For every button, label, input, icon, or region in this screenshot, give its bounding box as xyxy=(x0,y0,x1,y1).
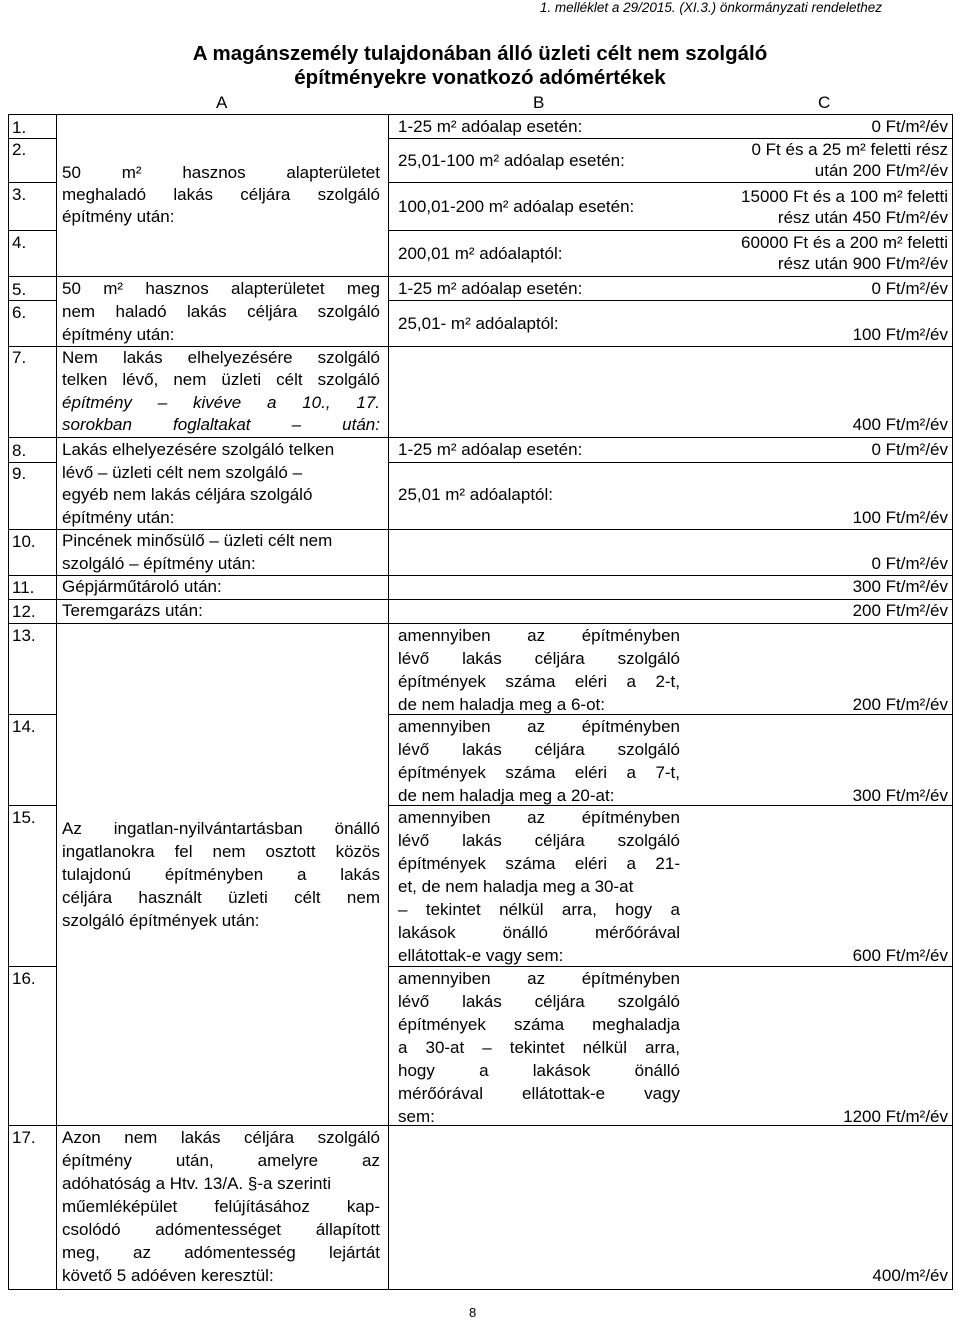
row12-description: Teremgarázs után: xyxy=(62,601,203,620)
group4-description-line: tulajdonú építményben a lakás xyxy=(62,865,380,884)
number-column-rule xyxy=(56,114,57,1290)
row-number: 10. xyxy=(12,532,36,551)
row14-condition-line: de nem haladja meg a 20-at: xyxy=(398,786,615,805)
row-rule xyxy=(388,182,953,183)
row17-description-line: műemléképület felújításához kap- xyxy=(62,1197,380,1216)
row-number: 9. xyxy=(12,464,27,483)
row-number: 13. xyxy=(12,626,36,645)
group1-description-line: 50 m² hasznos alapterületet xyxy=(62,163,380,182)
group3-description-line: építmény után: xyxy=(62,508,175,527)
row16-condition-line: hogy a lakások önálló xyxy=(398,1061,680,1080)
group1-description-line: építmény után: xyxy=(62,207,175,226)
page-subtitle: építményekre vonatkozó adómértékek xyxy=(294,66,666,89)
row-number: 11. xyxy=(12,578,35,597)
row10-description-line: szolgáló – építmény után: xyxy=(62,554,256,573)
page-number: 8 xyxy=(469,1305,477,1320)
row-number: 3. xyxy=(12,185,27,204)
rate-value: 100 Ft/m²/év xyxy=(852,325,948,344)
row15-condition-line: lakások önálló mérőórával xyxy=(398,923,680,942)
rate-value: után 200 Ft/m²/év xyxy=(814,161,948,180)
row17-description-line: meg, az adómentesség lejártát xyxy=(62,1243,380,1262)
table-bottom-rule xyxy=(8,1289,953,1290)
row16-condition-line: lévő lakás céljára szolgáló xyxy=(398,992,680,1011)
row15-condition-line: lévő lakás céljára szolgáló xyxy=(398,831,680,850)
rate-condition: 100,01-200 m² adóalap esetén: xyxy=(398,197,635,216)
row7-description-line: építmény – kivéve a 10., 17. xyxy=(62,393,380,412)
row-number: 14. xyxy=(12,717,36,736)
row15-condition-line: amennyiben az építményben xyxy=(398,808,680,827)
row15-condition-line: – tekintet nélkül arra, hogy a xyxy=(398,900,680,919)
group3-description-line: egyéb nem lakás céljára szolgáló xyxy=(62,485,313,504)
row16-condition-line: építmények száma meghaladja xyxy=(398,1015,680,1034)
rate-value: 300 Ft/m²/év xyxy=(852,577,948,596)
row7-description-line: sorokban foglaltakat – után: xyxy=(62,415,380,434)
row17-description-line: Azon nem lakás céljára szolgáló xyxy=(62,1128,380,1147)
row-number: 15. xyxy=(12,808,36,827)
row7-description-line: Nem lakás elhelyezésére szolgáló xyxy=(62,348,380,367)
rate-value: 0 Ft/m²/év xyxy=(871,117,948,136)
rate-condition: 1-25 m² adóalap esetén: xyxy=(398,440,583,459)
row-rule xyxy=(8,276,953,277)
row-rule xyxy=(8,437,953,438)
table-top-rule xyxy=(8,114,953,115)
table-right-rule xyxy=(952,114,953,1290)
rate-value: 0 Ft és a 25 m² feletti rész xyxy=(751,140,948,159)
row13-condition-line: amennyiben az építményben xyxy=(398,626,680,645)
rate-condition: 25,01- m² adóalaptól: xyxy=(398,314,559,333)
row-rule xyxy=(388,230,953,231)
row-rule xyxy=(8,805,56,806)
rate-value: 600 Ft/m²/év xyxy=(852,946,948,965)
row-number: 4. xyxy=(12,233,27,252)
column-header-a: A xyxy=(216,93,228,112)
group2-description-line: építmény után: xyxy=(62,325,175,344)
rate-value: rész után 900 Ft/m²/év xyxy=(777,254,948,273)
row-number: 2. xyxy=(12,140,27,159)
row17-description-line: adóhatóság a Htv. 13/A. §-a szerinti xyxy=(62,1174,332,1193)
group1-description-line: meghaladó lakás céljára szolgáló xyxy=(62,185,380,204)
row15-condition-line: et, de nem haladja meg a 30-at xyxy=(398,877,634,896)
header-reference: 1. melléklet a 29/2015. (XI.3.) önkormányzati rendelethez xyxy=(539,0,882,15)
rate-condition: 25,01 m² adóalaptól: xyxy=(398,485,553,504)
row14-condition-line: lévő lakás céljára szolgáló xyxy=(398,740,680,759)
row-number: 6. xyxy=(12,303,27,322)
rate-value: 300 Ft/m²/év xyxy=(852,786,948,805)
row-number: 7. xyxy=(12,348,27,367)
row13-condition-line: építmények száma eléri a 2-t, xyxy=(398,672,680,691)
row16-condition-line: mérőórával ellátottak-e vagy xyxy=(398,1084,680,1103)
row-rule xyxy=(8,1125,953,1126)
row-rule xyxy=(8,230,56,231)
rate-condition: 1-25 m² adóalap esetén: xyxy=(398,117,583,136)
group3-description-line: lévő – üzleti célt nem szolgáló – xyxy=(62,463,303,482)
rate-value: 400/m²/év xyxy=(872,1266,948,1285)
row17-description-line: építmény után, amelyre az xyxy=(62,1151,380,1170)
row17-description-line: követő 5 adóéven keresztül: xyxy=(62,1266,274,1285)
rate-condition: 1-25 m² adóalap esetén: xyxy=(398,279,583,298)
row14-condition-line: amennyiben az építményben xyxy=(398,717,680,736)
row11-description: Gépjárműtároló után: xyxy=(62,577,222,596)
row14-condition-line: építmények száma eléri a 7-t, xyxy=(398,763,680,782)
row-rule xyxy=(8,714,56,715)
row-rule xyxy=(388,462,953,463)
row-number: 5. xyxy=(12,280,27,299)
rate-condition: 200,01 m² adóalaptól: xyxy=(398,244,563,263)
row13-condition-line: lévő lakás céljára szolgáló xyxy=(398,649,680,668)
column-header-b: B xyxy=(533,93,545,112)
row10-description-line: Pincének minősülő – üzleti célt nem xyxy=(62,531,333,550)
table-left-rule xyxy=(8,114,9,1290)
rate-value: 1200 Ft/m²/év xyxy=(843,1107,948,1126)
group4-description-line: Az ingatlan-nyilvántartásban önálló xyxy=(62,819,380,838)
group4-description-line: céljára használt üzleti célt nem xyxy=(62,888,380,907)
row-rule xyxy=(388,300,953,301)
page-title: A magánszemély tulajdonában álló üzleti célt nem szolgáló xyxy=(192,42,768,65)
row-rule xyxy=(8,966,56,967)
row-rule xyxy=(8,623,953,624)
group2-description-line: 50 m² hasznos alapterületet meg xyxy=(62,279,380,298)
row17-description-line: csolódó adómentességet állapított xyxy=(62,1220,380,1239)
row-number: 17. xyxy=(12,1128,36,1147)
column-header-c: C xyxy=(818,93,831,112)
rate-value: 200 Ft/m²/év xyxy=(852,601,948,620)
rate-condition: 25,01-100 m² adóalap esetén: xyxy=(398,151,625,170)
rate-value: 60000 Ft és a 200 m² feletti xyxy=(741,233,948,252)
row-number: 12. xyxy=(12,602,36,621)
row15-condition-line: ellátottak-e vagy sem: xyxy=(398,946,564,965)
group4-description-line: ingatlanokra fel nem osztott közös xyxy=(62,842,380,861)
row15-condition-line: építmények száma eléri a 21- xyxy=(398,854,680,873)
rate-value: rész után 450 Ft/m²/év xyxy=(777,208,948,227)
row13-condition-line: de nem haladja meg a 6-ot: xyxy=(398,695,605,714)
rate-value: 200 Ft/m²/év xyxy=(852,695,948,714)
group3-description-line: Lakás elhelyezésére szolgáló telken xyxy=(62,440,335,459)
rate-value: 0 Ft/m²/év xyxy=(871,279,948,298)
row-number: 1. xyxy=(12,118,27,137)
column-a-rule xyxy=(388,114,389,1290)
rate-value: 400 Ft/m²/év xyxy=(852,415,948,434)
row16-condition-line: amennyiben az építményben xyxy=(398,969,680,988)
row-number: 16. xyxy=(12,969,36,988)
rate-value: 0 Ft/m²/év xyxy=(871,554,948,573)
group2-description-line: nem haladó lakás céljára szolgáló xyxy=(62,302,380,321)
row-rule xyxy=(8,182,56,183)
row-number: 8. xyxy=(12,441,27,460)
rate-value: 0 Ft/m²/év xyxy=(871,440,948,459)
row16-condition-line: a 30-at – tekintet nélkül arra, xyxy=(398,1038,680,1057)
rate-value: 100 Ft/m²/év xyxy=(852,508,948,527)
rate-value: 15000 Ft és a 100 m² feletti xyxy=(741,187,948,206)
row7-description-line: telken lévő, nem üzleti célt szolgáló xyxy=(62,370,380,389)
row16-condition-line: sem: xyxy=(398,1107,435,1126)
group4-description-line: szolgáló építmények után: xyxy=(62,911,260,930)
